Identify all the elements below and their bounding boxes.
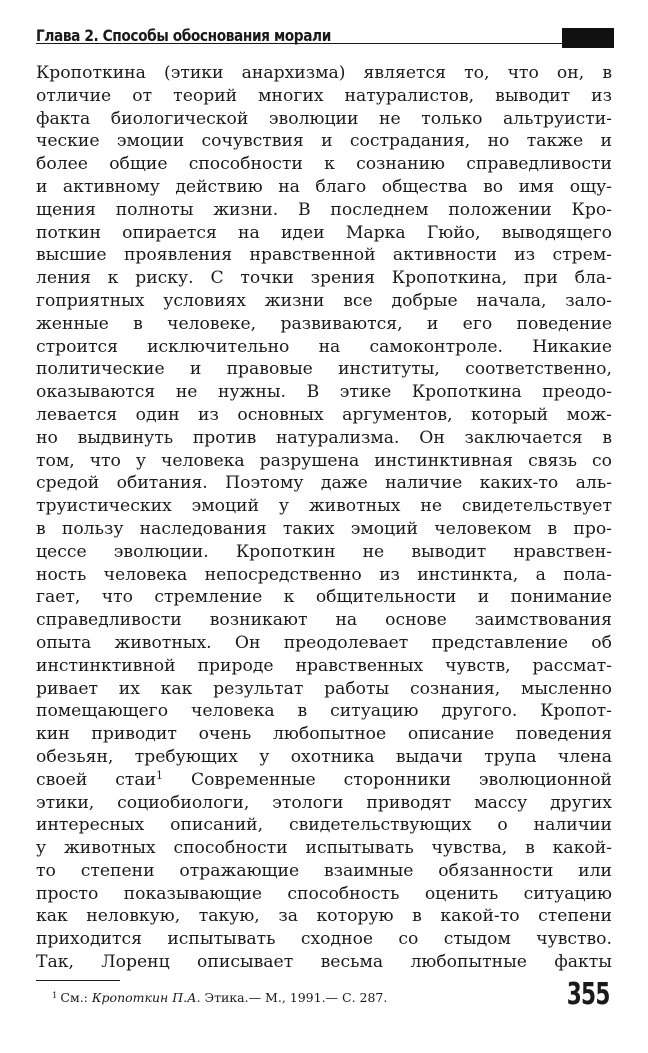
footnote-author: Кропоткин П.А. (91, 990, 201, 1005)
text-line: политические и правовые институты, соответственно, (36, 359, 612, 380)
footnote-source: Этика.— М., 1991.— С. 287. (200, 990, 388, 1005)
footnote-rule (36, 980, 120, 981)
text-line: этики, социобиологи, этологи приводят массу других (36, 792, 612, 813)
text-line: гает, что стремление к общительности и понимание (36, 587, 612, 608)
text-line: у животных способности испытывать чувства, в какой- (36, 838, 612, 859)
text-line: просто показывающие способность оценить ситуацию (36, 883, 612, 904)
text-line: том, что у человека разрушена инстинктивная связь со (36, 450, 612, 471)
text-line-with-footnote-ref (36, 769, 612, 792)
text-line: щения полноты жизни. В последнем положении Кро- (36, 199, 612, 220)
text-line: Кропоткина (этики анархизма) является то, что он, в (36, 63, 612, 83)
text-line: обезьян, требующих у охотника выдачи трупа члена (36, 746, 612, 767)
header-rule (36, 43, 562, 44)
text-line: гоприятных условиях жизни все добрые начала, зало- (36, 290, 612, 311)
page-number: 355 (567, 977, 610, 1012)
header-black-block (562, 28, 614, 48)
text-line: ность человека непосредственно из инстинкта, а пола- (36, 564, 612, 585)
text-line: строится исключительно на самоконтроле. Никакие (36, 336, 612, 357)
text-line: но выдвинуть против натурализма. Он заключается в (36, 427, 612, 448)
text-line: и активному действию на благо общества во имя ощу- (36, 176, 612, 197)
text-line: женные в человеке, развиваются, и его поведение (36, 313, 612, 334)
text-line: как неловкую, такую, за которую в какой-то степени (36, 906, 612, 927)
line-rest: Современные сторонники эволюционной (163, 769, 612, 790)
text-line: ления к риску. С точки зрения Кропоткина, при бла- (36, 268, 612, 289)
text-line: то степени отражающие взаимные обязанности или (36, 860, 612, 881)
text-line: помещающего человека в ситуацию другого. Кропот- (36, 701, 612, 722)
text-line: интересных описаний, свидетельствующих о наличии (36, 815, 612, 836)
text-line: опыта животных. Он преодолевает представление об (36, 632, 612, 653)
text-line: ривает их как результат работы сознания, мысленно (36, 678, 612, 699)
line-start: своей стаи (36, 769, 157, 790)
footnote (52, 990, 387, 1005)
text-line: справедливости возникают на основе заимствования (36, 610, 612, 631)
text-line: инстинктивной природе нравственных чувств, рассмат- (36, 655, 612, 676)
text-line: кин приводит очень любопытное описание поведения (36, 724, 612, 745)
footnote-number: 1 (52, 991, 58, 1001)
text-line: факта биологической эволюции не только альтруисти- (36, 108, 612, 129)
text-line: поткин опирается на идеи Марка Гюйо, выводящего (36, 222, 612, 243)
text-line: более общие способности к сознанию справедливости (36, 154, 612, 175)
chapter-title: Глава 2. Способы обоснования морали (36, 26, 331, 45)
text-line: цессе эволюции. Кропоткин не выводит нравствен- (36, 541, 612, 562)
text-line: приходится испытывать сходное со стыдом чувство. (36, 929, 612, 950)
text-line: ческие эмоции сочувствия и сострадания, но также и (36, 131, 612, 152)
text-line: отличие от теорий многих натуралистов, выводит из (36, 85, 612, 106)
text-line: средой обитания. Поэтому даже наличие каких-то аль- (36, 473, 612, 494)
footnote-ref[interactable]: 1 (156, 768, 164, 782)
text-line: труистических эмоций у животных не свидетельствует (36, 496, 612, 517)
text-line: оказываются не нужны. В этике Кропоткина преодо- (36, 382, 612, 403)
footnote-prefix: См.: (60, 990, 92, 1005)
text-line: левается один из основных аргументов, который мож- (36, 404, 612, 425)
running-head (36, 22, 614, 50)
text-line: в пользу наследования таких эмоций человеком в про- (36, 518, 612, 539)
text-line: высшие проявления нравственной активности из стрем- (36, 245, 612, 266)
body-text (36, 62, 612, 974)
text-line: Так, Лоренц описывает весьма любопытные факты (36, 952, 612, 973)
